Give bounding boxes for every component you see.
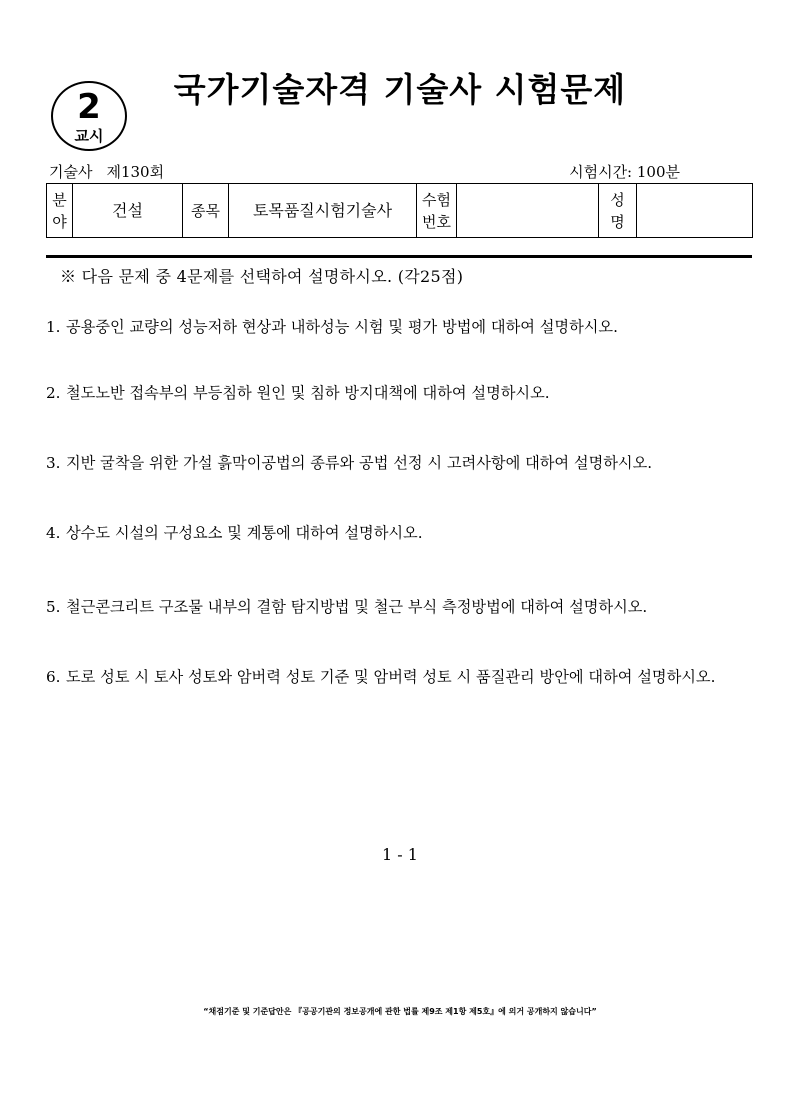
question-number: 2. [46, 384, 61, 402]
question-item [46, 516, 758, 550]
question-text: 철근콘크리트 구조물 내부의 결함 탐지방법 및 철근 부식 측정방법에 대하여 설명하시오. [66, 598, 648, 616]
question-number: 4. [46, 524, 61, 542]
footer-notice: “채점기준 및 기준답안은 『공공기관의 정보공개에 관한 법률 제9조 제1항 제5호』에 의거 공개하지 않습니다” [203, 1007, 597, 1016]
period-number: 2 [77, 87, 101, 127]
page-number: 1 - 1 [382, 845, 418, 864]
category-value: 토목품질시험기술사 [229, 184, 417, 238]
category-label: 종목 [183, 184, 229, 238]
name-label: 성 명 [599, 184, 637, 238]
exam-number-label: 수험 번호 [417, 184, 457, 238]
question-item [46, 446, 758, 480]
exam-round-line [49, 162, 164, 182]
question-text: 상수도 시설의 구성요소 및 계통에 대하여 설명하시오. [66, 524, 423, 542]
question-text: 도로 성토 시 토사 성토와 암버력 성토 기준 및 암버력 성토 시 품질관리 방안에 대하여 설명하시오. [66, 668, 716, 686]
period-label: 교시 [74, 127, 104, 145]
question-text: 철도노반 접속부의 부등침하 원인 및 침하 방지대책에 대하여 설명하시오. [66, 384, 550, 402]
question-item [46, 376, 758, 410]
question-item [46, 310, 758, 344]
question-text: 지반 굴착을 위한 가설 흙막이공법의 종류와 공법 선정 시 고려사항에 대하여 설명하시오. [66, 454, 653, 472]
name-field[interactable] [637, 184, 753, 238]
exam-type: 기술사 [49, 163, 93, 181]
field-value: 건설 [73, 184, 183, 238]
instruction: ※ 다음 문제 중 4문제를 선택하여 설명하시오. (각25점) [60, 267, 464, 286]
question-number: 1. [46, 318, 61, 336]
exam-info-table [46, 183, 753, 238]
header-divider [46, 255, 752, 258]
question-item [46, 590, 758, 624]
exam-number-field[interactable] [457, 184, 599, 238]
page-title: 국가기술자격 기술사 시험문제 [173, 70, 627, 109]
question-text: 공용중인 교량의 성능저하 현상과 내하성능 시험 및 평가 방법에 대하여 설명하시오. [66, 318, 618, 336]
question-number: 6. [46, 668, 61, 686]
exam-duration: 시험시간: 100분 [569, 163, 680, 181]
question-item [46, 660, 758, 694]
question-number: 3. [46, 454, 61, 472]
period-badge [51, 81, 127, 151]
question-number: 5. [46, 598, 61, 616]
exam-round: 제130회 [106, 163, 165, 181]
field-label: 분 야 [47, 184, 73, 238]
